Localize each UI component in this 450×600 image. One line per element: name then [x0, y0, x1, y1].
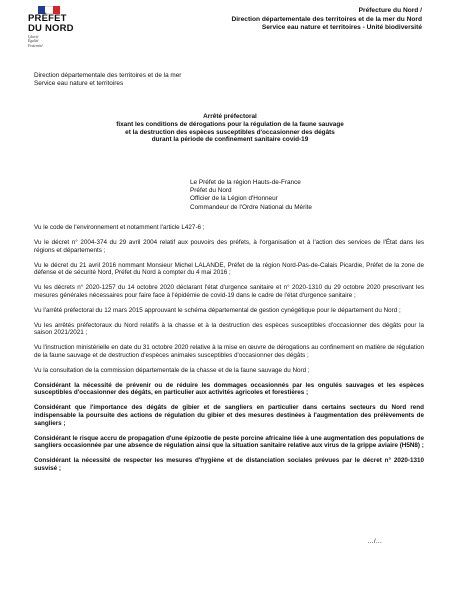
visa-paragraph: Vu les décrets n° 2020-1257 du 14 octobre 2020 déclarant l'état d'urgence sanitaire et n° 2020-1310 du 29 octobre 2020 prescrivant les mesures générales nécessaires pour faire face à l'épidémie de covid-19 dans le cadre de l'état d'urgence sanitaire ;	[34, 284, 424, 299]
visa-paragraph: Vu le décret du 21 avril 2016 nommant Monsieur Michel LALANDE, Préfet de la région Nord-Pas-de-Calais Picardie, Préfet de la zone de défense et de sécurité Nord, Préfet du Nord à compter du 4 mai 2016 ;	[34, 261, 424, 277]
considerant-paragraph: Considérant que l'importance des dégâts de gibier et de sangliers en particulier dans certains secteurs du Nord rend indispensable la poursuite des actions de régulation du gibier et des mesures destinées à l'augmentation des prélèvements de sangliers ;	[34, 404, 424, 427]
motto-fraternite: Fraternité	[28, 43, 43, 48]
decree-title	[50, 113, 410, 144]
title-line: fixant les conditions de dérogations pour la régulation de la faune sauvage	[116, 120, 344, 128]
prefet-logo	[28, 6, 108, 48]
considerant-paragraph: Considérant le risque accru de propagation d'une épizootie de peste porcine africaine liée à une augmentation des populations de sangliers occasionnée par une absence de régulation ainsi que la situation sanitaire relative aux virus de la grippe aviaire (H5N8) ;	[34, 434, 424, 450]
visa-paragraph: Vu l'instruction ministérielle en date du 31 octobre 2020 relative à la mise en œuvre de dérogations au confinement en matière de régulation de la faune sauvage et de destruction d'espèces animales susceptibles d'occasionner des dégâts ;	[34, 344, 424, 359]
prefect-line: Préfet du Nord	[190, 187, 232, 195]
sender-line: Direction départementale des territoires et de la mer	[34, 72, 182, 79]
sender-line: Service eau nature et territoires	[34, 80, 124, 88]
prefect-line: Le Préfet de la région Hauts-de-France	[190, 179, 301, 186]
header-line: Service eau nature et territoires - Unité biodiversité	[261, 24, 422, 32]
considerant-paragraph: Considérant la nécessité de respecter les mesures d'hygiène et de distanciation sociales prévues par le décret n° 2020-1310 susvisé ;	[34, 457, 424, 472]
visa-paragraph: Vu les arrêtés préfectoraux du Nord relatifs à la chasse et à la destruction des espèces susceptibles d'occasionner des dégâts pour la saison 2021/2021 ;	[34, 321, 424, 337]
title-line: durant la période de confinement sanitaire covid-19	[151, 136, 309, 144]
header-line: Direction départementale des territoires et de la mer du Nord	[231, 15, 422, 23]
visa-paragraph: Vu le code de l'environnement et notamment l'article L427-6 ;	[34, 224, 205, 231]
decree-body	[34, 224, 424, 480]
sender-block	[34, 72, 181, 89]
considerant-paragraph: Considérant la nécessité de prévenir ou de réduire les dommages occasionnés par les ongulés sauvages et les espèces susceptibles d'occasionner des dégâts, en particulier aux activités agricoles et forestières ;	[34, 381, 424, 397]
header-line: Préfecture du Nord /	[358, 7, 422, 14]
visa-paragraph: Vu la consultation de la commission départementale de la chasse et de la faune sauvage du Nord ;	[34, 366, 310, 374]
logo-line-1: PRÉFET	[28, 13, 67, 24]
motto-liberte: Liberté	[28, 35, 39, 39]
continuation-mark: …/…	[367, 538, 382, 545]
prefect-line: Officier de la Légion d'Honneur	[190, 195, 278, 203]
prefect-titles	[190, 179, 380, 212]
title-line: et la destruction des espèces susceptibles d'occasionner des dégâts	[125, 128, 335, 136]
title-line: Arrêté préfectoral	[203, 113, 257, 120]
republic-motto	[28, 35, 108, 48]
visa-paragraph: Vu le décret n° 2004-374 du 29 avril 2004 relatif aux pouvoirs des préfets, à l'organisation et à l'action des services de l'État dans les régions et départements ;	[34, 238, 424, 254]
issuing-authority-header	[172, 7, 422, 33]
logo-line-2: DU NORD	[28, 22, 74, 34]
motto-egalite: Égalité	[28, 39, 39, 44]
visa-paragraph: Vu l'arrêté préfectoral du 12 mars 2015 approuvant le schéma départemental de gestion cynégétique pour le département du Nord ;	[34, 306, 401, 314]
prefect-line: Commandeur de l'Ordre National du Mérite	[190, 203, 312, 211]
